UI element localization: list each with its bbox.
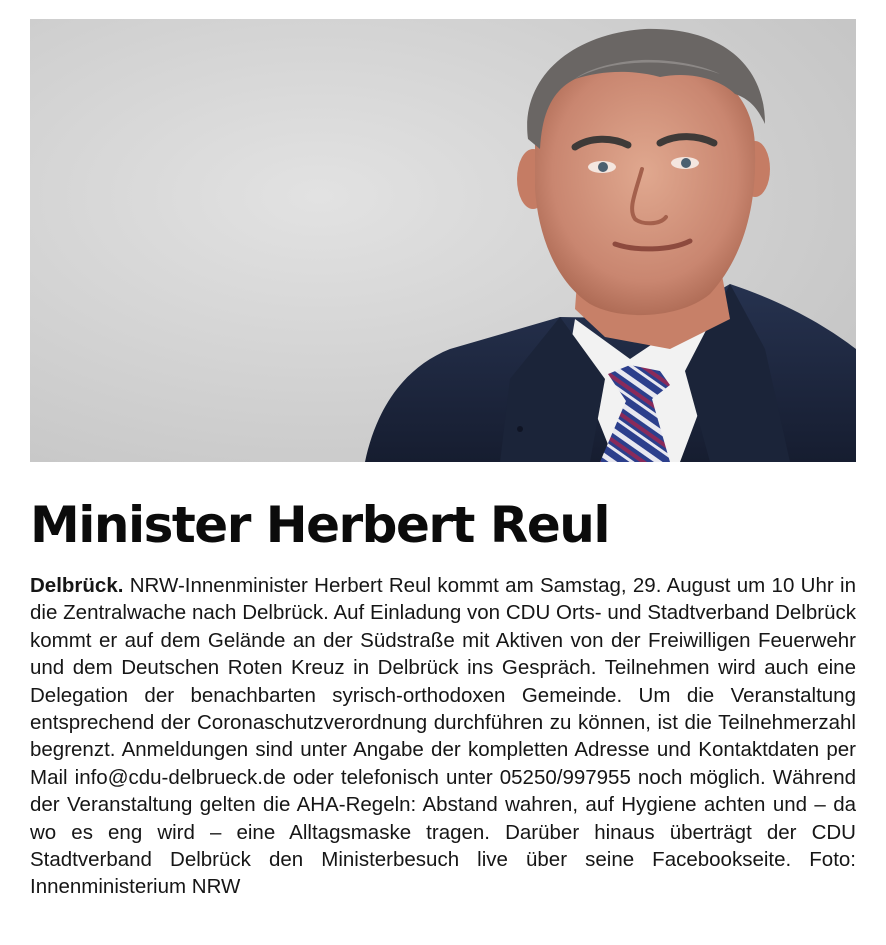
portrait-photo [30, 19, 856, 462]
article-dateline: Delbrück. [30, 574, 124, 597]
article-headline: Minister Herbert Reul [30, 496, 609, 554]
article-body-text: NRW-Innenminister Herbert Reul kommt am Samstag, 29. August um 10 Uhr in die Zentralwache nach Delbrück. Auf Einladung von CDU Orts- und Stadtverband Delbrück kommt er auf dem Gelände an der Südstraße mit Aktiven von der Freiwilligen Feuerwehr und dem Deutschen Roten Kreuz in Delbrück ins Gespräch. Teilnehmen wird auch eine Delegation der benachbarten syrisch-orthodoxen Gemeinde. Um die Veranstaltung entsprechend der Coronaschutzverordnung durchführen zu können, ist die Teilnehmerzahl begrenzt. Anmeldungen sind unter Angabe der kompletten Adresse und Kontaktdaten per Mail info@cdu-delbrueck.de oder telefonisch unter 05250/997955 noch möglich. Während der Veranstaltung gelten die AHA-Regeln: Abstand wahren, auf Hygiene achten und – da wo es eng wird – eine Alltagsmaske tragen. Darüber hinaus überträgt der CDU Stadtverband Delbrück den Ministerbesuch live über seine Facebookseite. Foto: Innenministerium NRW [30, 574, 856, 899]
portrait-illustration [30, 19, 856, 462]
article-body [30, 572, 856, 901]
